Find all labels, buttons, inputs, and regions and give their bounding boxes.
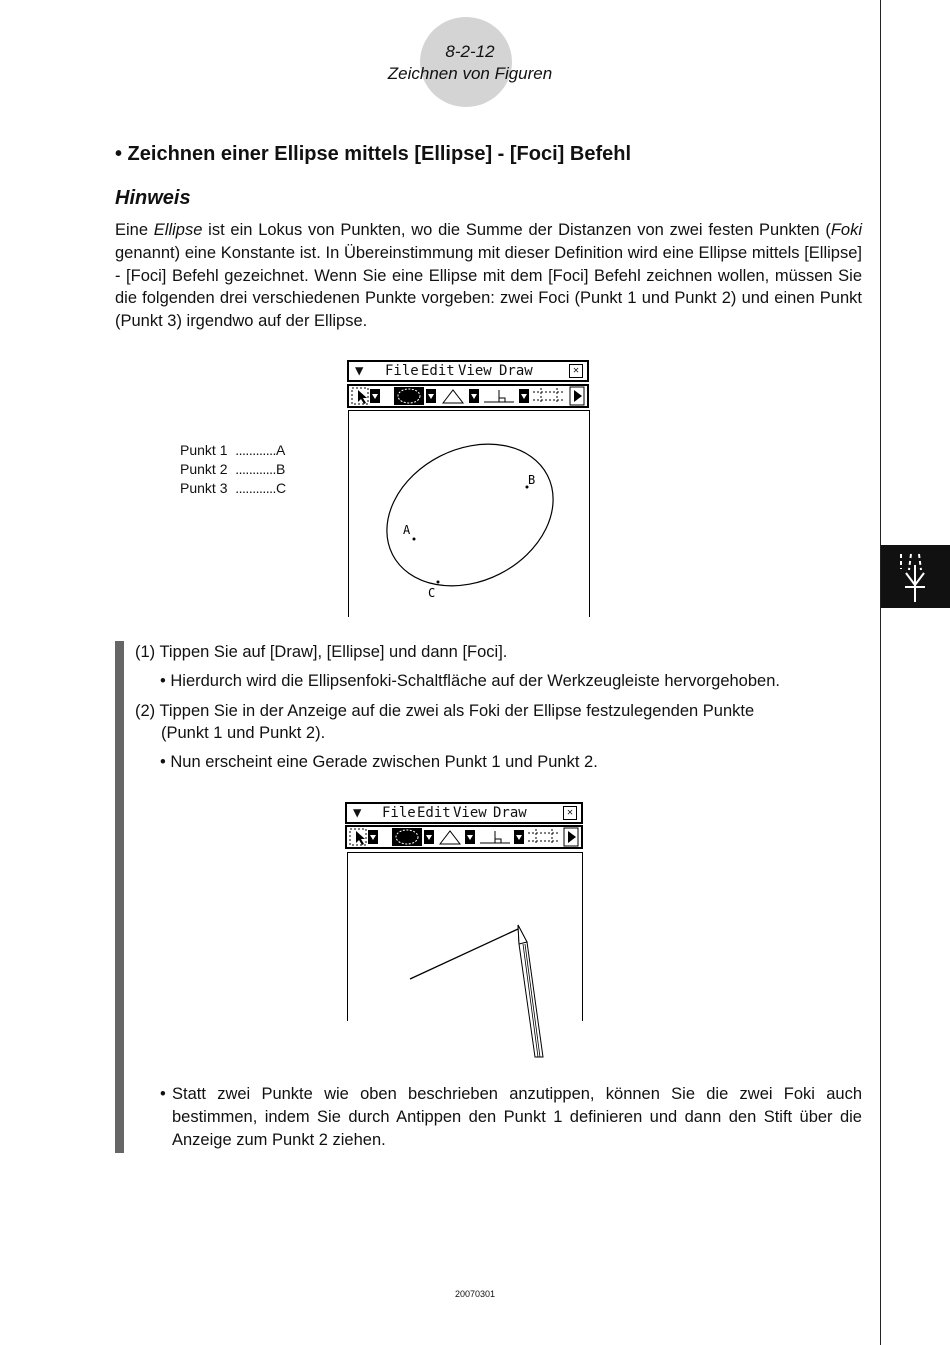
label-c: C [428,586,436,600]
calculator-screen-1 [347,360,591,616]
close-icon[interactable]: ✕ [569,364,583,378]
grid-icon [528,829,559,845]
point-legend [180,441,286,498]
stylus-icon [505,922,555,1062]
step-1: (1) Tippen Sie auf [Draw], [Ellipse] und dann [Foci]. [135,643,508,661]
section-title: Zeichnen von Figuren [387,64,553,83]
menu-edit[interactable]: Edit [421,363,455,379]
chapter-tab [881,545,950,608]
menu-draw[interactable]: Draw [493,805,527,821]
menu-bar [345,802,583,824]
legend-row: Punkt 2 ............B [180,461,286,477]
legend-row: Punkt 1 ............A [180,442,286,458]
step-2: (2) Tippen Sie in der Anzeige auf die zwei als Foki der Ellipse festzulegenden Punkte [135,702,755,720]
label-a: A [403,523,411,537]
step-2-continued: (Punkt 1 und Punkt 2). [161,724,326,742]
geometry-icon [881,545,950,608]
label-b: B [528,473,536,487]
triangle-icon [443,390,463,403]
note-paragraph [115,219,862,333]
grid-icon [533,388,565,404]
menu-arrow-icon[interactable]: ▼ [353,805,362,821]
segment-line [410,929,518,979]
menu-edit[interactable]: Edit [417,805,451,821]
toolbar-icons [349,386,587,406]
menu-arrow-icon[interactable]: ▼ [355,363,364,379]
toolbar [347,384,589,408]
perpendicular-icon [480,831,510,843]
page-number: 8-2-12 [445,42,495,61]
ellipse-drawing [349,411,589,617]
menu-bar [347,360,589,382]
menu-view[interactable]: View [458,363,492,379]
page-header-circle [420,17,512,107]
final-bullet: Statt zwei Punkte wie oben beschrieben anzutippen, können Sie die zwei Foki auch bestimmen, indem Sie durch Antippen den Punkt 1 definieren und dann den Stift über die Anzeige zum Punkt 2 ziehen. [172,1085,862,1149]
menu-file[interactable]: File [385,363,419,379]
note-text: ist ein Lokus von Punkten, wo die Summe der Distanzen von zwei festen Punkten ( [202,221,831,239]
step-2-bullet: • Nun erscheint eine Gerade zwischen Punkt 1 und Punkt 2. [160,753,598,771]
toolbar-icons [347,827,581,847]
margin-line [880,0,881,1345]
menu-draw[interactable]: Draw [499,363,533,379]
point-a [413,538,416,541]
term-foki: Foki [830,221,863,239]
drawing-area[interactable] [348,410,590,617]
point-c [437,581,440,584]
footer-date: 20070301 [454,1289,496,1299]
final-bullet-mark: • [160,1085,166,1103]
step-1-bullet: • Hierdurch wird die Ellipsenfoki-Schaltfläche auf der Werkzeugleiste hervorgehoben. [160,672,780,690]
note-text: Eine [115,221,154,239]
note-heading: Hinweis [115,187,191,209]
toolbar [345,825,583,849]
menu-file[interactable]: File [382,805,416,821]
pointer-icon [358,390,367,404]
instruction-sidebar-bar [115,641,124,1153]
calculator-screen-2 [345,802,589,1058]
perpendicular-icon [484,390,514,402]
legend-row: Punkt 3 ............C [180,480,287,496]
note-text: genannt) eine Konstante ist. In Übereinstimmung mit dieser Definition wird eine Ellipse mittels [Ellipse] - [Foci] Befehl gezeichnet. Wenn Sie eine Ellipse mit dem [Foci] Befehl zeichnen wollen, müssen Sie die folgenden drei verschiedenen Punkte vorgeben: zwei Foci (Punkt 1 und Punkt 2) und einen Punkt (Punkt 3) irgendwo auf der Ellipse. [115,243,862,331]
term-ellipse: Ellipse [153,221,203,239]
close-icon[interactable]: ✕ [563,806,577,820]
section-heading: • Zeichnen einer Ellipse mittels [Ellipse] - [Foci] Befehl [115,143,631,165]
triangle-icon [440,831,460,844]
ellipse-shape [363,417,578,614]
menu-view[interactable]: View [453,805,487,821]
pointer-icon [356,831,365,845]
